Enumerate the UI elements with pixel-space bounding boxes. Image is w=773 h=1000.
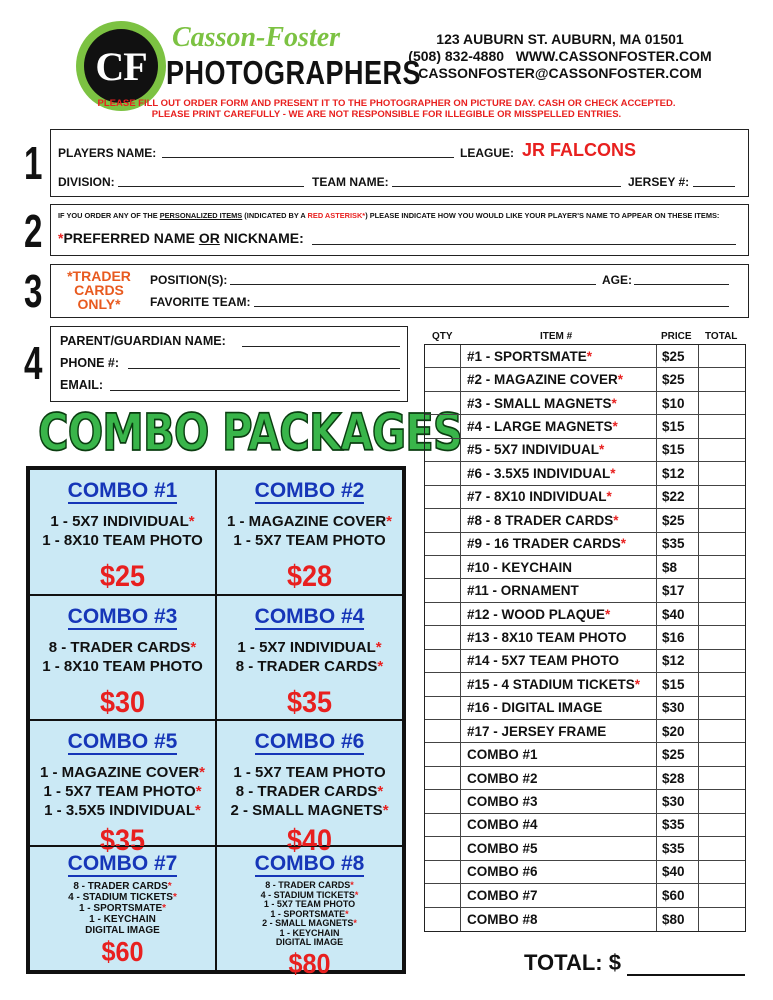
combo-price: $80 (288, 947, 331, 979)
item-cell: #2 - MAGAZINE COVER * (461, 368, 657, 390)
total-cell[interactable] (699, 861, 745, 883)
combo-price: $40 (286, 824, 333, 857)
qty-cell[interactable] (425, 486, 461, 508)
table-row (425, 533, 745, 556)
total-cell[interactable] (699, 673, 745, 695)
item-cell: #1 - SPORTSMATE * (461, 345, 657, 367)
item-cell: #11 - ORNAMENT (461, 579, 657, 601)
total-cell[interactable] (699, 650, 745, 672)
position-field[interactable] (230, 284, 596, 285)
table-row (425, 415, 745, 438)
qty-cell[interactable] (425, 509, 461, 531)
price-cell: $15 (657, 439, 699, 461)
item-cell: COMBO #6 (461, 861, 657, 883)
qty-cell[interactable] (425, 697, 461, 719)
combo-packages-title: COMBO PACKAGES (38, 404, 462, 463)
price-cell: $25 (657, 368, 699, 390)
item-cell: #5 - 5X7 INDIVIDUAL * (461, 439, 657, 461)
header-item: ITEM # (540, 331, 573, 342)
table-row (425, 439, 745, 462)
qty-cell[interactable] (425, 579, 461, 601)
price-cell: $22 (657, 486, 699, 508)
price-cell: $12 (657, 462, 699, 484)
qty-cell[interactable] (425, 626, 461, 648)
email: CASSONFOSTER@CASSONFOSTER.COM (418, 65, 702, 81)
players-name-field[interactable] (162, 157, 454, 158)
total-cell[interactable] (699, 368, 745, 390)
qty-cell[interactable] (425, 650, 461, 672)
price-cell: $25 (657, 743, 699, 765)
combo-line: 8 - TRADER CARDS* (73, 881, 172, 892)
team-name-field[interactable] (392, 186, 621, 187)
notice-line-1: PLEASE FILL OUT ORDER FORM AND PRESENT IT TO THE PHOTOGRAPHER ON PICTURE DAY. CASH OR CHECK ACCEPTED. (97, 98, 676, 109)
total-cell[interactable] (699, 486, 745, 508)
division-label: DIVISION: (58, 175, 115, 189)
preferred-name-field[interactable] (312, 244, 736, 245)
total-cell[interactable] (699, 720, 745, 742)
total-cell[interactable] (699, 790, 745, 812)
item-cell: COMBO #7 (461, 884, 657, 906)
combo-cell-7 (29, 846, 216, 971)
total-cell[interactable] (699, 462, 745, 484)
price-cell: $15 (657, 673, 699, 695)
phone-field[interactable] (128, 368, 400, 369)
item-cell: COMBO #8 (461, 908, 657, 931)
info-mid: (INDICATED BY A (242, 211, 308, 220)
combo-price: $35 (99, 824, 146, 857)
info-red: RED ASTERISK* (307, 211, 366, 220)
brand-script: Casson-Foster (172, 22, 341, 53)
total-field[interactable] (627, 956, 745, 976)
header-total: TOTAL (705, 331, 738, 342)
item-cell: #13 - 8X10 TEAM PHOTO (461, 626, 657, 648)
age-label: AGE: (602, 273, 632, 287)
price-cell: $40 (657, 861, 699, 883)
preferred-b: NICKNAME: (219, 230, 304, 246)
phone-web: (508) 832-4880 WWW.CASSONFOSTER.COM (408, 48, 712, 64)
combo-cell-6 (216, 720, 403, 857)
item-cell: COMBO #2 (461, 767, 657, 789)
combo-line: 2 - SMALL MAGNETS* (230, 802, 389, 819)
position-label: POSITION(S): (150, 273, 228, 287)
combo-line: 1 - SPORTSMATE* (78, 903, 167, 914)
combo-name: COMBO #6 (254, 730, 365, 753)
header-price: PRICE (661, 331, 692, 342)
favorite-team-field[interactable] (254, 306, 729, 307)
total-cell[interactable] (699, 345, 745, 367)
combo-cell-1 (29, 469, 216, 595)
price-cell: $80 (657, 908, 699, 931)
qty-cell[interactable] (425, 814, 461, 836)
qty-cell[interactable] (425, 790, 461, 812)
total-cell[interactable] (699, 626, 745, 648)
combo-line: 1 - MAGAZINE COVER* (39, 764, 206, 781)
qty-cell[interactable] (425, 743, 461, 765)
price-cell: $35 (657, 837, 699, 859)
combo-line: 1 - 5X7 INDIVIDUAL* (237, 638, 382, 656)
combo-line: 1 - 3.5X5 INDIVIDUAL* (44, 802, 201, 819)
combo-line: DIGITAL IMAGE (275, 937, 344, 947)
brand-main: PHOTOGRAPHERS (166, 54, 422, 92)
combo-name: COMBO #5 (67, 730, 178, 753)
players-name-label: PLAYERS NAME: (58, 146, 157, 160)
info-post: ) PLEASE INDICATE HOW YOU WOULD LIKE YOUR PLAYER'S NAME TO APPEAR ON THESE ITEMS: (365, 211, 720, 220)
price-cell: $25 (657, 509, 699, 531)
combo-line: 8 - TRADER CARDS* (235, 657, 384, 675)
item-cell: #6 - 3.5X5 INDIVIDUAL * (461, 462, 657, 484)
logo-letters: CF (84, 29, 158, 103)
table-row (425, 908, 745, 931)
header-qty: QTY (432, 331, 453, 342)
item-cell: #12 - WOOD PLAQUE * (461, 603, 657, 625)
item-cell: COMBO #4 (461, 814, 657, 836)
total-cell[interactable] (699, 392, 745, 414)
price-cell: $40 (657, 603, 699, 625)
total-cell[interactable] (699, 556, 745, 578)
table-row (425, 392, 745, 415)
combo-line: 1 - KEYCHAIN (89, 914, 156, 925)
combo-line: 1 - 5X7 TEAM PHOTO (263, 899, 356, 909)
table-row (425, 579, 745, 602)
combo-line: 1 - 5X7 TEAM PHOTO* (43, 783, 202, 800)
order-table (424, 344, 746, 932)
qty-cell[interactable] (425, 556, 461, 578)
age-field[interactable] (634, 284, 729, 285)
combo-line: 1 - 5X7 TEAM PHOTO (233, 532, 386, 549)
table-row (425, 697, 745, 720)
item-cell: #17 - JERSEY FRAME (461, 720, 657, 742)
info-pre: IF YOU ORDER ANY OF THE (58, 211, 160, 220)
item-cell: #8 - 8 TRADER CARDS * (461, 509, 657, 531)
combo-cell-4 (216, 595, 403, 721)
combo-name: COMBO #2 (254, 479, 365, 502)
price-cell: $15 (657, 415, 699, 437)
item-cell: COMBO #3 (461, 790, 657, 812)
item-cell: #4 - LARGE MAGNETS * (461, 415, 657, 437)
combo-price: $30 (99, 685, 146, 719)
total-cell[interactable] (699, 884, 745, 906)
combo-name: COMBO #8 (254, 852, 365, 875)
qty-cell[interactable] (425, 392, 461, 414)
table-row (425, 767, 745, 790)
table-row (425, 837, 745, 860)
item-cell: #7 - 8X10 INDIVIDUAL * (461, 486, 657, 508)
table-row (425, 556, 745, 579)
combo-line: 1 - KEYCHAIN (279, 927, 340, 938)
total-cell[interactable] (699, 415, 745, 437)
price-cell: $35 (657, 533, 699, 555)
total-cell[interactable] (699, 814, 745, 836)
combo-cell-2 (216, 469, 403, 595)
jersey-label: JERSEY #: (628, 175, 690, 189)
combo-price: $28 (286, 560, 333, 593)
price-cell: $12 (657, 650, 699, 672)
combo-cell-5 (29, 720, 216, 857)
notice-line-2: PLEASE PRINT CAREFULLY - WE ARE NOT RESPONSIBLE FOR ILLEGIBLE OR MISSPELLED ENTRIES. (151, 109, 622, 120)
table-row (425, 462, 745, 485)
total-cell[interactable] (699, 439, 745, 461)
jersey-field[interactable] (693, 186, 735, 187)
address: 123 AUBURN ST. AUBURN, MA 01501 (436, 31, 684, 47)
combo-price: $35 (286, 685, 333, 719)
table-row (425, 368, 745, 391)
total-cell[interactable] (699, 509, 745, 531)
qty-cell[interactable] (425, 462, 461, 484)
table-row (425, 345, 745, 368)
section-number-4: 4 (24, 337, 43, 389)
price-cell: $30 (657, 697, 699, 719)
item-cell: #10 - KEYCHAIN (461, 556, 657, 578)
item-cell: #9 - 16 TRADER CARDS * (461, 533, 657, 555)
price-cell: $25 (657, 345, 699, 367)
item-cell: COMBO #1 (461, 743, 657, 765)
combo-line: DIGITAL IMAGE (85, 925, 160, 936)
table-row (425, 673, 745, 696)
table-row (425, 884, 745, 907)
trader-line-2: CARDS (74, 282, 124, 298)
trader-line-1: *TRADER (67, 268, 131, 284)
price-cell: $16 (657, 626, 699, 648)
section-number-2: 2 (24, 205, 43, 257)
price-cell: $20 (657, 720, 699, 742)
table-row (425, 603, 745, 626)
qty-cell[interactable] (425, 345, 461, 367)
total-cell[interactable] (699, 603, 745, 625)
price-cell: $17 (657, 579, 699, 601)
item-cell: COMBO #5 (461, 837, 657, 859)
trader-cards-only (56, 269, 142, 311)
combo-line: 1 - 5X7 INDIVIDUAL* (50, 513, 195, 530)
table-row (425, 650, 745, 673)
item-cell: #3 - SMALL MAGNETS * (461, 392, 657, 414)
qty-cell[interactable] (425, 415, 461, 437)
combo-line: 8 - TRADER CARDS* (265, 880, 354, 890)
preferred-or: OR (198, 230, 220, 246)
total-cell[interactable] (699, 579, 745, 601)
combo-line: 1 - 5X7 TEAM PHOTO (233, 764, 386, 781)
combo-cell-3 (29, 595, 216, 721)
combo-line: 4 - STADIUM TICKETS* (260, 889, 359, 900)
preferred-asterisk: * (58, 230, 64, 246)
price-cell: $60 (657, 884, 699, 906)
section-number-1: 1 (24, 137, 43, 189)
item-cell: #14 - 5X7 TEAM PHOTO (461, 650, 657, 672)
combo-line: 1 - MAGAZINE COVER* (226, 513, 393, 530)
total-cell[interactable] (699, 533, 745, 555)
combo-name: COMBO #4 (254, 604, 365, 628)
combo-line: 2 - SMALL MAGNETS* (262, 918, 357, 928)
grand-total (524, 950, 745, 976)
table-row (425, 790, 745, 813)
qty-cell[interactable] (425, 673, 461, 695)
combo-price: $25 (99, 560, 146, 593)
parent-label: PARENT/GUARDIAN NAME: (60, 334, 226, 348)
combo-line: 8 - TRADER CARDS* (48, 638, 197, 656)
preferred-name-label (58, 230, 304, 246)
item-cell: #16 - DIGITAL IMAGE (461, 697, 657, 719)
item-cell: #15 - 4 STADIUM TICKETS * (461, 673, 657, 695)
email-label: EMAIL: (60, 378, 104, 392)
parent-field[interactable] (242, 346, 400, 347)
total-cell[interactable] (699, 697, 745, 719)
combo-grid (26, 466, 406, 979)
combo-line: 1 - 8X10 TEAM PHOTO (42, 657, 203, 675)
total-label: TOTAL: $ (524, 950, 621, 975)
total-cell[interactable] (699, 743, 745, 765)
qty-cell[interactable] (425, 908, 461, 931)
division-field[interactable] (118, 186, 304, 187)
section-number-3: 3 (24, 265, 43, 317)
total-cell[interactable] (699, 908, 745, 931)
combo-name: COMBO #3 (67, 604, 178, 628)
league-label: LEAGUE: (460, 146, 514, 160)
qty-cell[interactable] (425, 837, 461, 859)
qty-cell[interactable] (425, 767, 461, 789)
price-cell: $10 (657, 392, 699, 414)
price-cell: $30 (657, 790, 699, 812)
combo-line: 8 - TRADER CARDS* (235, 783, 384, 800)
phone-label: PHONE #: (60, 356, 120, 370)
price-cell: $35 (657, 814, 699, 836)
table-row (425, 743, 745, 766)
combo-name: COMBO #1 (67, 479, 178, 502)
personalized-info (58, 211, 719, 220)
combo-line: 1 - 8X10 TEAM PHOTO (42, 532, 203, 549)
qty-cell[interactable] (425, 861, 461, 883)
combo-price: $60 (101, 936, 144, 967)
contact-block (390, 31, 730, 82)
combo-line: 4 - STADIUM TICKETS* (68, 892, 177, 903)
total-cell[interactable] (699, 837, 745, 859)
price-cell: $8 (657, 556, 699, 578)
qty-cell[interactable] (425, 720, 461, 742)
price-cell: $28 (657, 767, 699, 789)
combo-line: 1 - SPORTSMATE* (270, 908, 349, 919)
email-field[interactable] (110, 390, 400, 391)
table-row (425, 626, 745, 649)
total-cell[interactable] (699, 767, 745, 789)
table-row (425, 720, 745, 743)
table-row (425, 509, 745, 532)
info-link: PERSONALIZED ITEMS (159, 211, 243, 220)
league-value: JR FALCONS (522, 140, 637, 160)
team-name-label: TEAM NAME: (312, 175, 389, 189)
combo-name: COMBO #7 (67, 852, 178, 875)
combo-cell-8 (216, 846, 403, 979)
table-row (425, 861, 745, 884)
qty-cell[interactable] (425, 884, 461, 906)
qty-cell[interactable] (425, 439, 461, 461)
table-row (425, 814, 745, 837)
preferred-a: PREFERRED NAME (63, 230, 199, 246)
qty-cell[interactable] (425, 368, 461, 390)
favorite-team-label: FAVORITE TEAM: (150, 295, 251, 309)
qty-cell[interactable] (425, 533, 461, 555)
trader-line-3: ONLY* (77, 296, 121, 312)
table-row (425, 486, 745, 509)
qty-cell[interactable] (425, 603, 461, 625)
